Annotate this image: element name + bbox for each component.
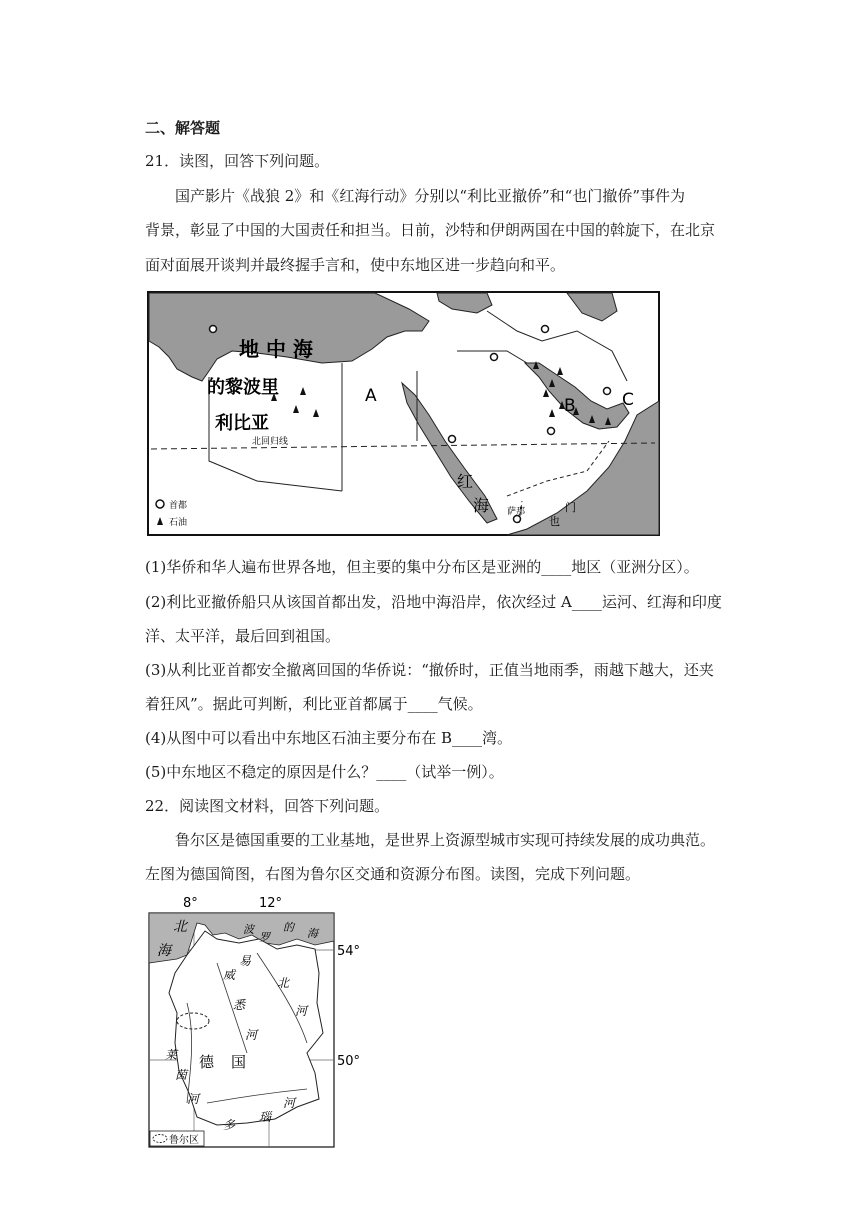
q21-question-3-line-1: (3)从利比亚首都安全撤离回国的华侨说：“撤侨时，正值当地雨季，雨越下越大，还夹 xyxy=(145,661,714,679)
label-weser-3: 河 xyxy=(245,1028,258,1042)
label-north-sea-2: 海 xyxy=(157,943,171,959)
label-rhine-3: 河 xyxy=(187,1092,200,1106)
label-lon-8: 8° xyxy=(183,896,198,911)
label-lon-12: 12° xyxy=(259,896,283,911)
legend-capital-icon xyxy=(156,500,164,508)
label-rhine-1: 莱 xyxy=(165,1048,178,1062)
label-baltic-2: 罗 xyxy=(259,931,270,944)
legend-ruhr-label: 鲁尔区 xyxy=(169,1135,199,1146)
label-elbe-3: 河 xyxy=(295,1004,308,1018)
label-red-sea-1: 红 xyxy=(457,472,474,491)
label-mediterranean: 地 中 海 xyxy=(239,337,313,361)
label-tripoli: 的黎波里 xyxy=(207,377,279,398)
label-lat-50: 50° xyxy=(337,1054,361,1069)
legend-capital-label: 首都 xyxy=(169,501,188,511)
label-danube-3: 河 xyxy=(283,1096,296,1110)
label-germany-2: 国 xyxy=(231,1053,247,1071)
q21-question-5: (5)中东地区不稳定的原因是什么？____（试举一例）。 xyxy=(145,763,504,781)
q22-para-line-2: 左图为德国简图，右图为鲁尔区交通和资源分布图。读图，完成下列问题。 xyxy=(145,865,641,883)
label-baltic-4: 海 xyxy=(307,927,318,940)
label-elbe-2: 北 xyxy=(277,976,290,990)
q22-stem: 22．阅读图文材料，回答下列问题。 xyxy=(145,797,390,815)
q21-para-line-1: 国产影片《战狼 2》和《红海行动》分别以“利比亚撤侨”和“也门撤侨”事件为 xyxy=(175,187,685,205)
label-libya: 利比亚 xyxy=(215,413,269,434)
label-sanaa: 萨那 xyxy=(507,507,526,517)
label-red-sea-2: 海 xyxy=(473,496,490,515)
label-north-sea-1: 北 xyxy=(173,919,187,935)
label-baltic-1: 波 xyxy=(243,923,254,936)
q21-question-3-line-2: 着狂风”。据此可判断，利比亚首都属于____气候。 xyxy=(145,695,483,713)
q21-question-2-line-2: 洋、太平洋，最后回到祖国。 xyxy=(145,627,341,645)
q22-para-line-1: 鲁尔区是德国重要的工业基地，是世界上资源型城市实现可持续发展的成功典范。 xyxy=(175,831,716,849)
label-danube-2: 瑙 xyxy=(259,1110,272,1124)
legend-oil-label: 石油 xyxy=(169,518,188,528)
label-yemen-1: 门 xyxy=(565,501,576,514)
q21-stem: 21．读图，回答下列问题。 xyxy=(145,152,330,170)
label-elbe-1: 易 xyxy=(239,954,252,968)
germany-map xyxy=(147,893,365,1149)
middle-east-map xyxy=(147,291,660,536)
label-germany-1: 德 xyxy=(199,1053,215,1071)
label-danube-1: 多 xyxy=(223,1118,236,1132)
q21-question-1: (1)华侨和华人遍布世界各地，但主要的集中分布区是亚洲的____地区（亚洲分区）。 xyxy=(145,558,699,576)
q21-para-line-3: 面对面展开谈判并最终握手言和，使中东地区进一步趋向和平。 xyxy=(145,256,566,274)
q21-question-2-line-1: (2)利比亚撤侨船只从该国首都出发，沿地中海沿岸，依次经过 A____运河、红海和印度 xyxy=(145,593,722,611)
label-lat-54: 54° xyxy=(337,944,361,959)
label-a: A xyxy=(365,386,377,406)
label-weser-1: 威 xyxy=(223,968,236,982)
q21-question-4: (4)从图中可以看出中东地区石油主要分布在 B____湾。 xyxy=(145,729,513,747)
label-c: C xyxy=(622,390,634,410)
label-weser-2: 悉 xyxy=(233,998,246,1012)
label-b: B xyxy=(564,396,576,416)
label-baltic-3: 的 xyxy=(283,921,294,934)
section-title: 二、解答题 xyxy=(145,119,221,137)
label-tropic-of-cancer: 北回归线 xyxy=(252,437,289,447)
label-rhine-2: 茵 xyxy=(175,1068,188,1082)
q21-para-line-2: 背景，彰显了中国的大国责任和担当。日前，沙特和伊朗两国在中国的斡旋下，在北京 xyxy=(145,221,716,239)
label-yemen-2: 也 xyxy=(549,515,560,528)
